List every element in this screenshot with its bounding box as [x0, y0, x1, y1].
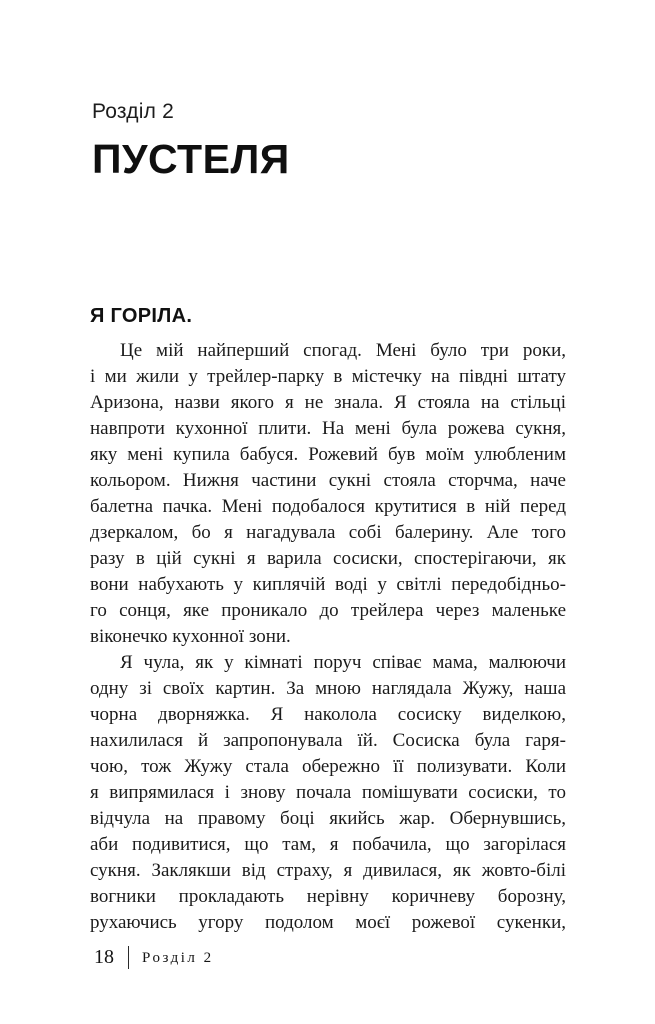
- text-line: Аризона, назви якого я не знала. Я стояла на стільці: [90, 392, 566, 413]
- section-heading: Я ГОРІЛА.: [90, 305, 193, 327]
- text-line: нахилилася й запропонувала їй. Сосиска була гаря-: [90, 730, 566, 751]
- text-line: яку мені купила бабуся. Рожевий був моїм улюбленим: [90, 444, 566, 465]
- chapter-title: ПУСТЕЛЯ: [92, 136, 290, 182]
- chapter-header: [92, 100, 290, 183]
- body-text-block: [90, 303, 566, 936]
- text-line: вогники прокладають нерівну коричневу борозну,: [90, 886, 566, 907]
- page-number: 18: [94, 945, 114, 968]
- text-line: аби подивитися, що там, я побачила, що загорілася: [90, 834, 566, 855]
- text-line: я випрямилася і знову почала помішувати сосиски, то: [90, 782, 566, 803]
- text-line: Я чула, як у кімнаті поруч співає мама, малюючи: [120, 652, 566, 673]
- text-line: і ми жили у трейлер-парку в містечку на півдні штату: [90, 366, 566, 387]
- text-line: чорна дворняжка. Я наколола сосиску виделкою,: [90, 704, 566, 725]
- text-line: навпроти кухонної плити. На мені була рожева сукня,: [90, 418, 566, 439]
- footer-divider: [128, 946, 129, 969]
- text-line: Це мій найперший спогад. Мені було три роки,: [120, 340, 566, 361]
- text-line: вони набухають у киплячій воді у світлі передобідньо-: [90, 574, 566, 595]
- text-line: віконечко кухонної зони.: [90, 626, 291, 647]
- text-line: рухаючись угору подолом моєї рожевої сукенки,: [90, 912, 566, 933]
- page-footer: [94, 944, 214, 970]
- text-line: відчула на правому боці якийсь жар. Обернувшись,: [90, 808, 566, 829]
- text-line: сукня. Заклякши від страху, я дивилася, як жовто-білі: [90, 860, 566, 881]
- text-line: дзеркалом, бо я нагадувала собі балерину. Але того: [90, 522, 566, 543]
- text-line: чою, тож Жужу стала обережно її полизувати. Коли: [90, 756, 566, 777]
- text-line: го сонця, яке проникало до трейлера через маленьке: [90, 600, 566, 621]
- paragraph: [90, 338, 566, 650]
- text-line: балетна пачка. Мені подобалося крутитися в ній перед: [90, 496, 566, 517]
- text-line: разу в цій сукні я варила сосиски, спостерігаючи, як: [90, 548, 566, 569]
- footer-chapter-ref: Розділ 2: [142, 949, 214, 966]
- chapter-label: Розділ 2: [92, 100, 174, 123]
- paragraphs-container: [90, 338, 566, 936]
- paragraph: [90, 650, 566, 936]
- text-line: одну зі своїх картин. За мною наглядала Жужу, наша: [90, 678, 566, 699]
- text-line: кольором. Нижня частини сукні стояла сторчма, наче: [90, 470, 566, 491]
